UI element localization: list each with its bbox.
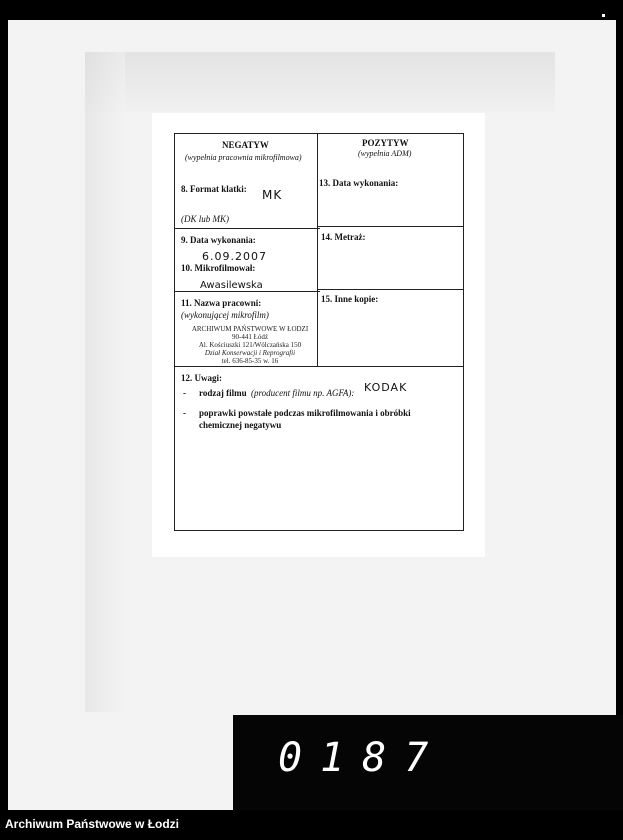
stamp-line: Al. Kościuszki 121/Wólczańska 150 bbox=[198, 341, 302, 350]
divider bbox=[317, 289, 463, 290]
field-9-value: 6.09.2007 bbox=[202, 250, 267, 263]
film-mark bbox=[602, 14, 605, 17]
film-type-label: rodzaj filmu bbox=[199, 388, 247, 398]
divider bbox=[174, 366, 464, 367]
divider bbox=[174, 228, 320, 229]
field-14-label: 14. Metraż: bbox=[321, 232, 366, 242]
divider bbox=[174, 291, 320, 292]
field-12-label: 12. Uwagi: bbox=[181, 373, 222, 383]
field-10-label: 10. Mikrofilmował: bbox=[181, 263, 256, 273]
divider bbox=[317, 226, 463, 227]
stamp-line: tel. 636-85-35 w. 16 bbox=[221, 357, 279, 366]
field-9-label: 9. Data wykonania: bbox=[181, 235, 256, 245]
frame-number: 0187 bbox=[278, 735, 447, 781]
stamp-line: ARCHIWUM PAŃSTWOWE W ŁODZI bbox=[191, 325, 309, 333]
corrections-line-2: chemicznej negatywu bbox=[199, 420, 282, 430]
pozytyw-title: POZYTYW bbox=[362, 138, 409, 148]
bullet-dash: - bbox=[183, 388, 186, 398]
stamp-line: Dział Konserwacji i Reprografii bbox=[204, 349, 296, 358]
negatyw-subtitle: (wypełnia pracownia mikrofilmowa) bbox=[185, 153, 302, 162]
film-type-value: KODAK bbox=[364, 381, 408, 394]
scan-shadow-left bbox=[85, 52, 125, 712]
field-15-label: 15. Inne kopie: bbox=[321, 294, 379, 304]
bullet-dash: - bbox=[183, 408, 186, 418]
footer-archive-name: Archiwum Państwowe w Łodzi bbox=[5, 817, 180, 831]
field-10-value: Awasilewska bbox=[200, 280, 263, 291]
pozytyw-subtitle: (wypełnia ADM) bbox=[358, 149, 412, 158]
stamp-line: 90-441 Łódź bbox=[232, 333, 268, 342]
field-11-label: 11. Nazwa pracowni: bbox=[181, 298, 262, 308]
archive-stamp bbox=[182, 325, 318, 365]
field-8-label: 8. Format klatki: bbox=[181, 184, 247, 194]
corrections-line-1: poprawki powstałe podczas mikrofilmowania i obróbki bbox=[199, 408, 411, 418]
film-type-hint: (producent filmu np. AGFA): bbox=[251, 388, 355, 398]
field-8-hint: (DK lub MK) bbox=[181, 214, 229, 224]
field-8-value: MK bbox=[262, 188, 283, 202]
field-11-subtitle: (wykonującej mikrofilm) bbox=[181, 310, 269, 320]
scan-shadow bbox=[85, 52, 555, 112]
negatyw-title: NEGATYW bbox=[222, 140, 269, 150]
field-13-label: 13. Data wykonania: bbox=[319, 178, 399, 188]
